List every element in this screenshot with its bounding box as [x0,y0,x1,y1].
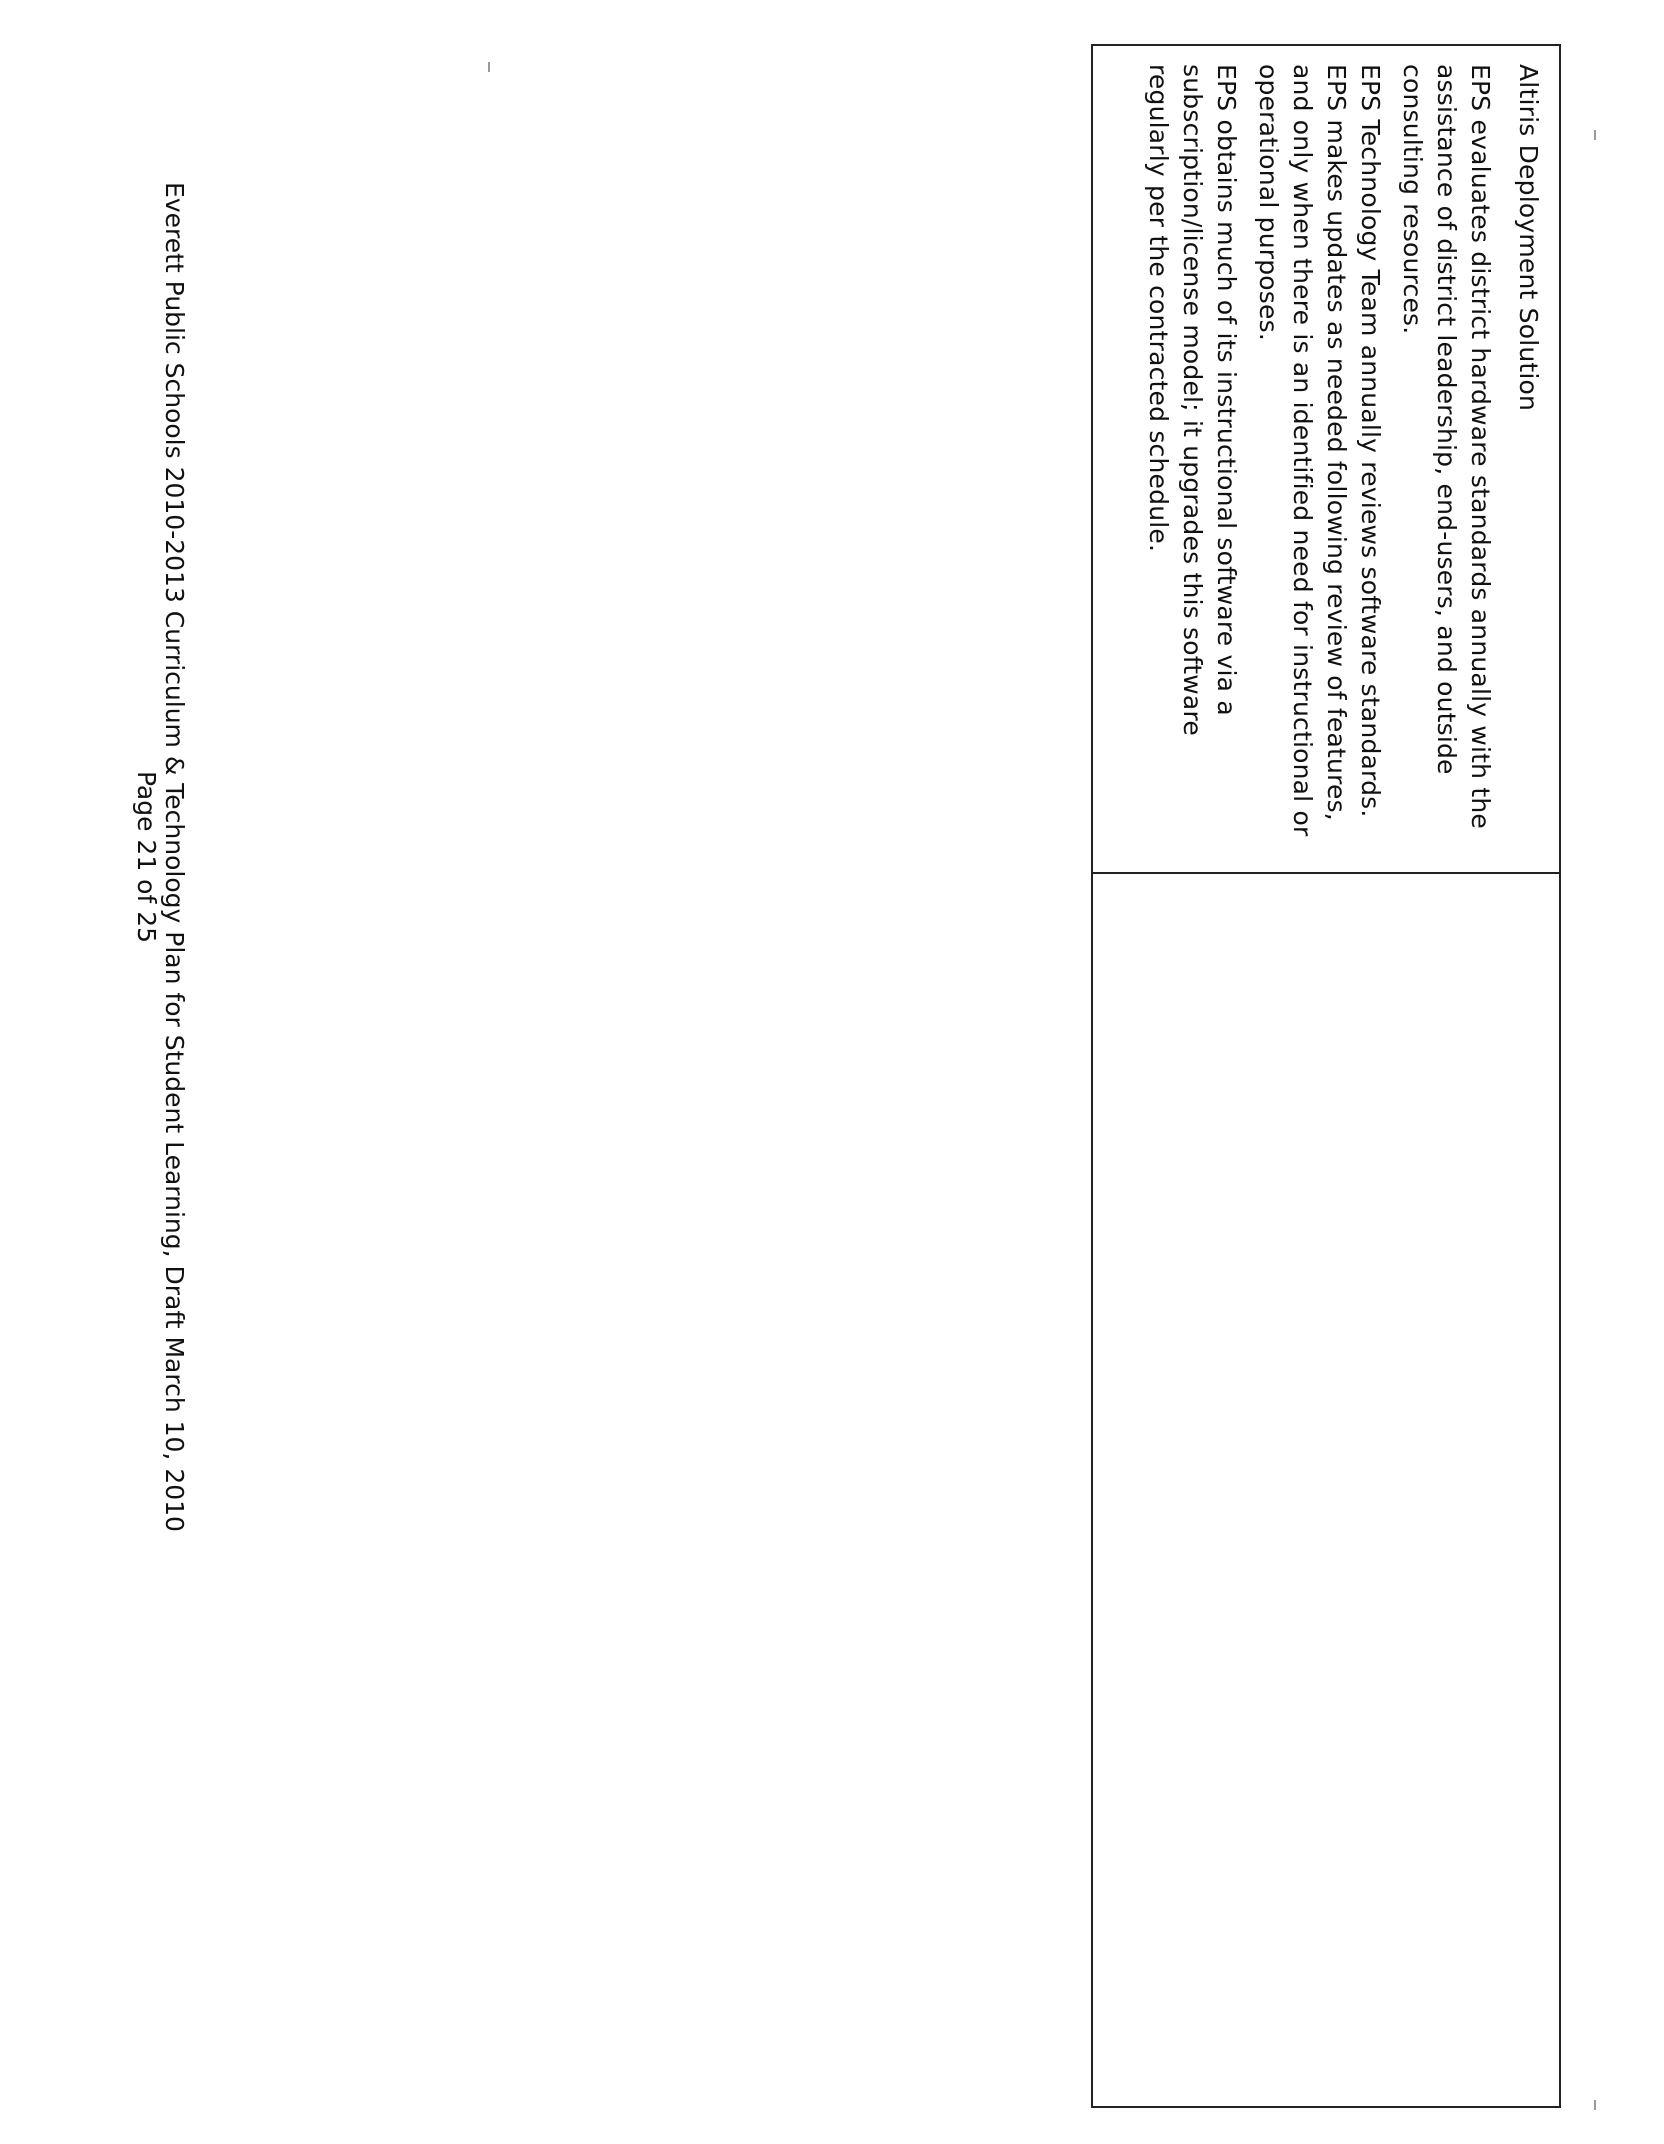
page-footer [132,0,188,2144]
scan-speck [488,62,490,72]
table-cell-description [1133,64,1545,854]
scan-speck [1594,2100,1596,2110]
paragraph-software-standards: EPS Technology Team annually reviews software standards. EPS makes updates as needed following review of features, and only when there is an identified need for instructional or operational purposes. [1254,64,1385,837]
footer-title: Everett Public Schools 2010-2013 Curriculum & Technology Plan for Student Learning, Draft March 10, 2010 [160,182,189,1532]
column-divider [1093,872,1559,874]
plan-table [1091,44,1561,2108]
cell-heading: Altiris Deployment Solution [1514,64,1543,412]
paragraph-hardware-standards: EPS evaluates district hardware standards annually with the assistance of district leadership, end-users, and outside consulting resources. [1398,64,1495,829]
paragraph-instructional-software: EPS obtains much of its instructional software via a subscription/license model; it upgrades this software regularly per the contracted schedule. [1144,64,1241,736]
scan-speck [1594,130,1596,140]
page-number: Page 21 of 25 [132,770,161,944]
